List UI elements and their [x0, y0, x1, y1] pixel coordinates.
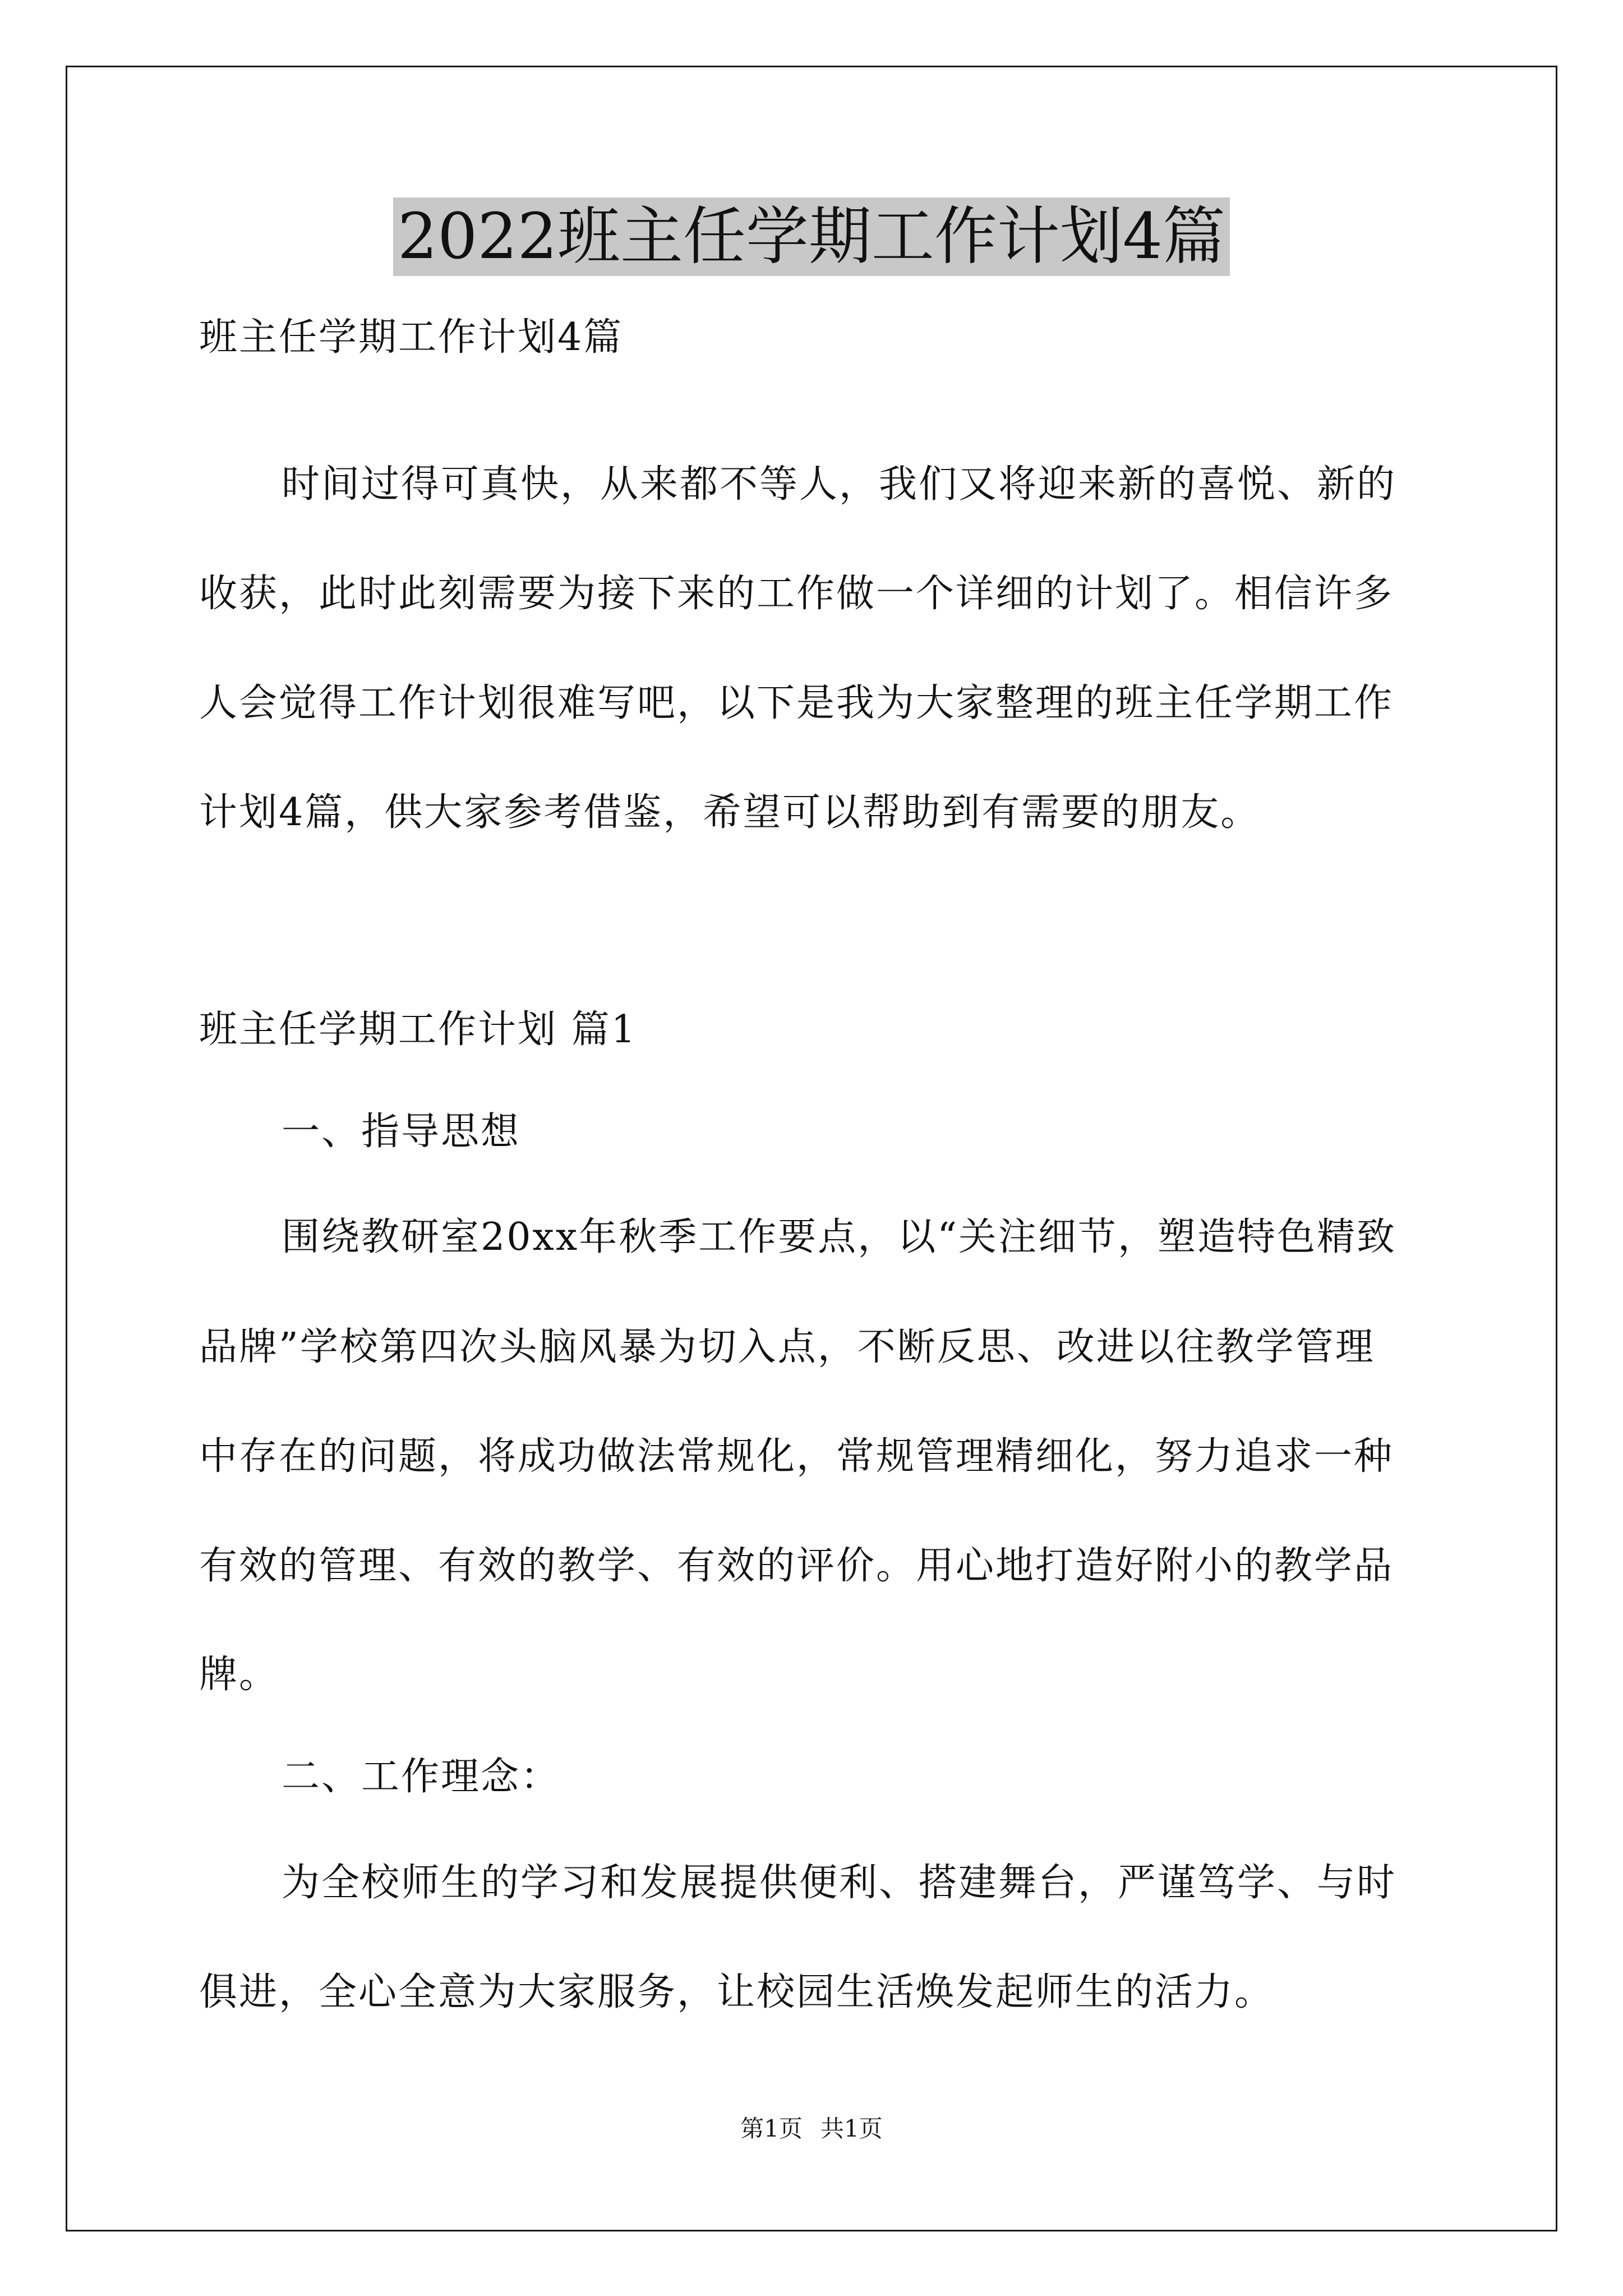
paragraph-line: 为全校师生的学习和发展提供便利、搭建舞台，严谨笃学、与时 — [282, 1861, 1397, 1905]
intro-line: 人会觉得工作计划很难写吧，以下是我为大家整理的班主任学期工作 — [199, 681, 1394, 725]
title-container — [0, 197, 1623, 276]
intro-line: 时间过得可真快，从来都不等人，我们又将迎来新的喜悦、新的 — [282, 462, 1397, 507]
page-number: 第1页 — [740, 2115, 803, 2142]
page-footer — [0, 2115, 1623, 2143]
document-subtitle: 班主任学期工作计划4篇 — [199, 315, 624, 360]
paragraph-line: 中存在的问题，将成功做法常规化，常规管理精细化，努力追求一种 — [199, 1434, 1394, 1479]
heading-guiding-ideology: 一、指导思想 — [282, 1110, 521, 1154]
paragraph-line: 围绕教研室20xx年秋季工作要点，以“关注细节，塑造特色精致 — [282, 1215, 1396, 1259]
document-title: 2022班主任学期工作计划4篇 — [393, 197, 1230, 276]
intro-line: 收获，此时此刻需要为接下来的工作做一个详细的计划了。相信许多 — [199, 572, 1394, 616]
intro-line: 计划4篇，供大家参考借鉴，希望可以帮助到有需要的朋友。 — [199, 790, 1261, 835]
heading-work-philosophy: 二、工作理念： — [282, 1755, 561, 1799]
paragraph-line: 俱进，全心全意为大家服务，让校园生活焕发起师生的活力。 — [199, 1970, 1275, 2014]
section-heading: 班主任学期工作计划 篇1 — [199, 1007, 637, 1052]
page-total: 共1页 — [820, 2115, 883, 2142]
paragraph-line: 有效的管理、有效的教学、有效的评价。用心地打造好附小的教学品 — [199, 1544, 1394, 1588]
paragraph-line: 牌。 — [199, 1653, 279, 1697]
paragraph-line: 品牌”学校第四次头脑风暴为切入点，不断反思、改进以往教学管理 — [199, 1325, 1375, 1369]
